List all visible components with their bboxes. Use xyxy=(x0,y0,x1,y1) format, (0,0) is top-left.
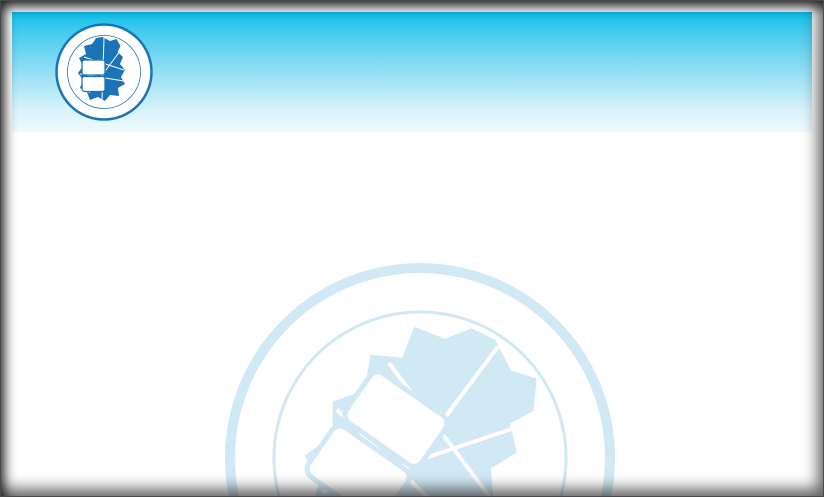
fbpt-logo xyxy=(54,22,154,122)
banner xyxy=(12,12,812,132)
flyer-content xyxy=(8,8,816,489)
fbpt-logo-watermark-icon xyxy=(141,179,698,497)
roster-area xyxy=(10,140,813,489)
